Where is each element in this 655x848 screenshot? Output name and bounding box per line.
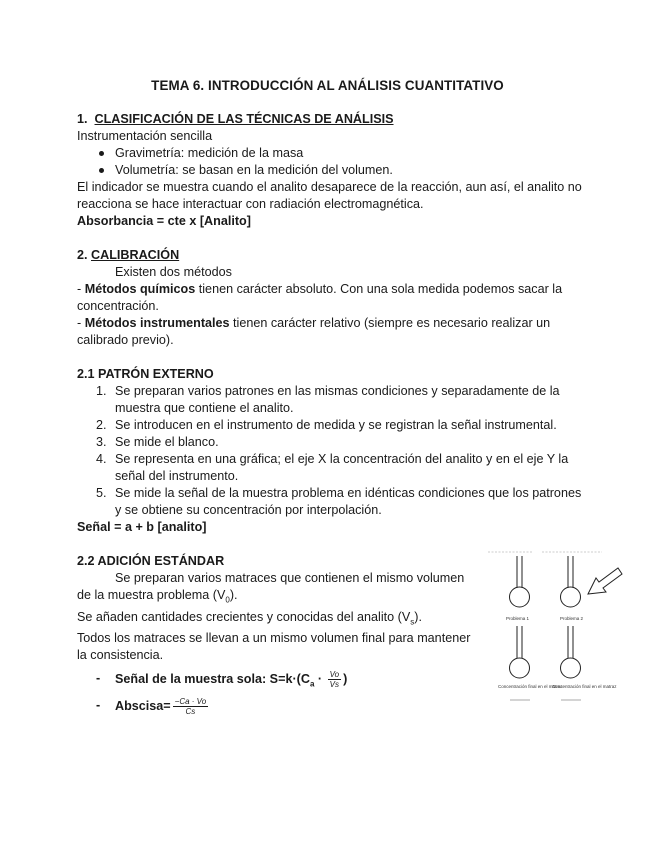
dash-marker: - [77, 282, 85, 296]
flask-label-left: Problema 1 [506, 616, 530, 621]
list-item [77, 434, 587, 451]
flasks-text: Se preparan varios matraces que contienen el mismo volumen de la muestra problema (V [77, 571, 465, 602]
step-number: 5. [96, 486, 107, 500]
list-item [77, 417, 587, 434]
formula-close: ) [343, 671, 348, 686]
flasks-text-end: ). [229, 588, 238, 602]
section-2-intro: Existen dos métodos [115, 265, 232, 279]
abscissa-label: Abscisa= [115, 699, 171, 714]
fraction-numerator: Vo [329, 670, 340, 680]
flask-caption-left: Concentración final en el matraz [498, 684, 563, 689]
instrumental-methods-term: Métodos instrumentales [84, 316, 230, 330]
addition-arrow-icon [588, 568, 622, 594]
flask-bottom-left [510, 626, 530, 678]
indicator-paragraph: El indicador se muestra cuando el analito desaparece de la reacción, aun así, el analito no reacciona se hace interactuar con radiación electromagnética. [77, 180, 582, 211]
step-number: 1. [96, 384, 107, 398]
list-item [77, 485, 587, 519]
list-item [77, 383, 587, 417]
flask-top-left [510, 556, 530, 607]
section-calibration [77, 247, 587, 349]
v0-subscript: 0 [225, 595, 230, 605]
sample-signal-formula [77, 670, 481, 692]
section-2-number: 2. [77, 248, 88, 262]
dash-marker: - [96, 698, 101, 713]
flask-caption-right: Concentración final en el matraz [552, 684, 617, 689]
additions-text: Se añaden cantidades crecientes y conocidas del analito (V [77, 609, 411, 624]
section-2-2-heading: 2.2 ADICIÓN ESTÁNDAR [77, 554, 225, 568]
step-number: 4. [96, 452, 107, 466]
formula-label: Señal de la muestra sola: S=k·(C [115, 671, 310, 686]
section-classification [77, 111, 587, 230]
section-1-heading [77, 111, 587, 128]
fraction-denominator: Cs [185, 707, 196, 717]
abscissa-fraction [173, 697, 209, 716]
section-1-intro: Instrumentación sencilla [77, 129, 213, 143]
flask-top-right [561, 556, 581, 607]
additions-paragraph [77, 609, 481, 631]
list-item: Volumetría: se basan en la medición del volumen. [77, 162, 587, 179]
flasks-paragraph [77, 570, 481, 609]
section-2-title: CALIBRACIÓN [91, 248, 180, 262]
standard-addition-figure [484, 548, 626, 708]
technique-list [77, 145, 587, 179]
list-item [77, 451, 587, 485]
dash-marker: - [77, 316, 85, 330]
flask-label-right: Problema 2 [560, 616, 584, 621]
signal-formula: Señal = a + b [analito] [77, 520, 207, 534]
document-title: TEMA 6. INTRODUCCIÓN AL ANÁLISIS CUANTITATIVO [151, 78, 504, 93]
step-number: 3. [96, 435, 107, 449]
vs-subscript: s [410, 617, 415, 627]
section-standard-addition [77, 553, 481, 716]
absorbance-formula: Absorbancia = cte x [Analito] [77, 214, 251, 228]
instrumental-methods-text: tienen carácter relativo (siempre es necesario realizar un calibrado previo). [77, 316, 551, 347]
final-volume-paragraph: Todos los matraces se llevan a un mismo volumen final para mantener la consistencia. [77, 631, 471, 663]
step-text: Se mide la señal de la muestra problema en idénticas condiciones que los patrones y se obtiene su concentración por interpolación. [115, 486, 582, 517]
flask-bottom-right [561, 626, 581, 678]
instrumental-methods-item [77, 315, 587, 349]
formula-dot: · [314, 671, 326, 686]
additions-text-end: ). [414, 609, 422, 624]
procedure-steps [77, 383, 587, 519]
chemical-methods-item [77, 281, 587, 315]
vo-vs-fraction [328, 670, 342, 689]
chemical-methods-term: Métodos químicos [84, 282, 196, 296]
list-item: Gravimetría: medición de la masa [77, 145, 587, 162]
section-external-standard [77, 366, 587, 536]
fraction-numerator: −Ca · Vo [174, 697, 207, 707]
chemical-methods-text: tienen carácter absoluto. Con una sola medida podemos sacar la concentración. [77, 282, 563, 313]
abscissa-formula [77, 697, 481, 716]
section-1-number: 1. [77, 112, 88, 126]
section-1-title: CLASIFICACIÓN DE LAS TÉCNICAS DE ANÁLISIS [94, 112, 394, 126]
section-2-1-heading: 2.1 PATRÓN EXTERNO [77, 367, 214, 381]
section-2-heading [77, 247, 587, 264]
step-text: Se preparan varios patrones en las mismas condiciones y separadamente de la muestra que contiene el analito. [115, 384, 560, 415]
ca-subscript: a [309, 679, 315, 689]
fraction-denominator: Vs [329, 680, 340, 690]
flasks-diagram [484, 548, 626, 708]
step-number: 2. [96, 418, 107, 432]
dash-marker: - [96, 671, 101, 686]
step-text: Se mide el blanco. [115, 435, 219, 449]
step-text: Se representa en una gráfica; el eje X la concentración del analito y en el eje Y la señal del instrumento. [115, 452, 569, 483]
step-text: Se introducen en el instrumento de medida y se registran la señal instrumental. [115, 418, 557, 432]
